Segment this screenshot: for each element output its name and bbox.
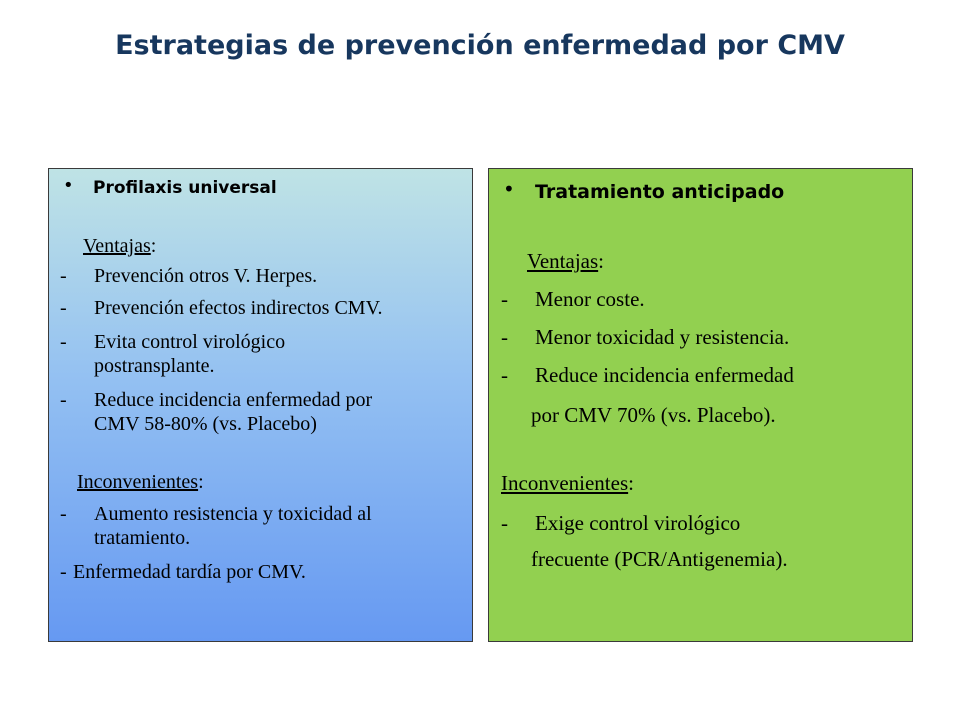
advantages-label: Ventajas: [527, 249, 604, 273]
advantages-label: Ventajas: [83, 235, 157, 257]
advantage-item: Prevención otros V. Herpes. [94, 265, 318, 287]
bullet-dot: • [63, 175, 74, 196]
dash: - [60, 331, 67, 353]
dash: - [60, 297, 67, 319]
last-line: Enfermedad tardía por CMV. [73, 561, 306, 583]
drawback-item-cont: tratamiento. [94, 527, 191, 549]
dash: - [501, 511, 508, 535]
advantage-item-cont: postransplante. [94, 355, 215, 377]
slide-title: Estrategias de prevención enfermedad por CMV [115, 30, 845, 61]
advantage-item-cont: por CMV 70% (vs. Placebo). [531, 403, 776, 427]
drawback-item: Aumento resistencia y toxicidad al [94, 503, 372, 525]
bullet-dot: • [503, 177, 515, 201]
tratamiento-panel [488, 168, 913, 642]
advantage-item: Menor toxicidad y resistencia. [535, 325, 790, 349]
advantage-item: Reduce incidencia enfermedad [535, 363, 794, 387]
dash: - [60, 389, 67, 411]
tratamiento-heading: Tratamiento anticipado [535, 181, 785, 203]
dash: - [501, 287, 508, 311]
advantage-item-cont: CMV 58-80% (vs. Placebo) [94, 413, 317, 435]
drawback-item-cont: frecuente (PCR/Antigenemia). [531, 547, 788, 571]
dash: - [60, 561, 67, 583]
profilaxis-panel [48, 168, 473, 642]
dash: - [60, 503, 67, 525]
advantage-item: Menor coste. [535, 287, 645, 311]
advantage-item: Evita control virológico [94, 331, 286, 353]
drawbacks-label: Inconvenientes: [501, 471, 634, 495]
advantage-item: Prevención efectos indirectos CMV. [94, 297, 383, 319]
dash: - [501, 363, 508, 387]
advantage-item: Reduce incidencia enfermedad por [94, 389, 373, 411]
profilaxis-heading: Profilaxis universal [93, 178, 277, 198]
dash: - [501, 325, 508, 349]
drawback-item: Exige control virológico [535, 511, 741, 535]
dash: - [60, 265, 67, 287]
drawbacks-label: Inconvenientes: [77, 471, 204, 493]
